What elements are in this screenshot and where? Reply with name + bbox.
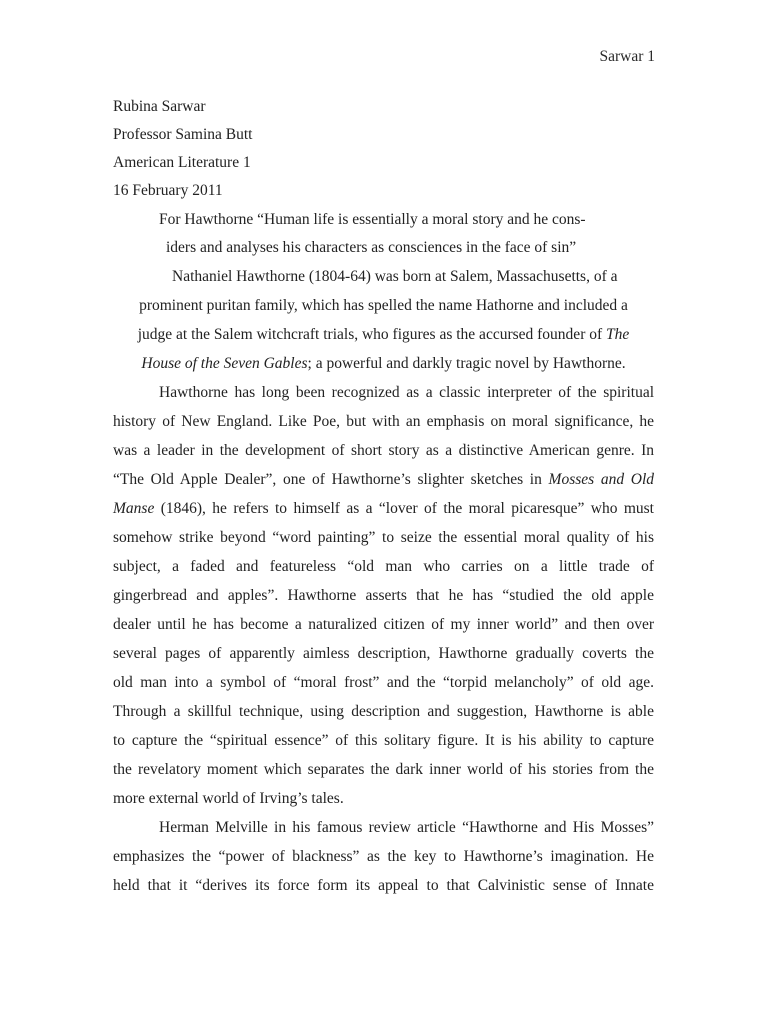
book-title-part-2: Manse bbox=[113, 500, 155, 517]
course-name: American Literature 1 bbox=[113, 154, 251, 171]
intro-line-4-text: ; a powerful and darkly tragic novel by Hawthorne. bbox=[307, 355, 626, 372]
para1-line-2: history of New England. Like Poe, but with an emphasis on moral significance, he bbox=[113, 413, 654, 430]
book-title-part-1: Mosses and Old bbox=[548, 471, 655, 488]
intro-line-3 bbox=[113, 325, 654, 345]
para1-line-9: dealer until he has become a naturalized citizen of my inner world” and then over bbox=[113, 616, 654, 633]
para1-line-11: old man into a symbol of “moral frost” and the “torpid melancholy” of old age. bbox=[113, 674, 654, 691]
novel-title-part-1: The bbox=[606, 326, 630, 343]
opening-quote-line-2: iders and analyses his characters as consciences in the face of sin” bbox=[166, 239, 577, 256]
para1-line-15: more external world of Irving’s tales. bbox=[113, 790, 344, 807]
paper-date: 16 February 2011 bbox=[113, 182, 223, 199]
intro-line-3-text: judge at the Salem witchcraft trials, who figures as the accursed founder of bbox=[137, 326, 607, 343]
para1-line-3: was a leader in the development of short story as a distinctive American genre. In bbox=[113, 442, 654, 459]
para1-line-6: somehow strike beyond “word painting” to seize the essential moral quality of his bbox=[113, 529, 654, 546]
para1-line-14: the revelatory moment which separates the dark inner world of his stories from the bbox=[113, 761, 654, 778]
para1-line-4-text: “The Old Apple Dealer”, one of Hawthorne’s slighter sketches in bbox=[113, 471, 549, 488]
para1-line-8: gingerbread and apples”. Hawthorne asserts that he has “studied the old apple bbox=[113, 587, 654, 604]
para2-line-1: Herman Melville in his famous review article “Hawthorne and His Mosses” bbox=[159, 819, 654, 836]
para1-line-7: subject, a faded and featureless “old man who carries on a little trade of bbox=[113, 558, 654, 575]
intro-line-1: Nathaniel Hawthorne (1804-64) was born at Salem, Massachusetts, of a bbox=[172, 268, 618, 285]
para1-line-4 bbox=[113, 470, 654, 490]
para1-line-1: Hawthorne has long been recognized as a classic interpreter of the spiritual bbox=[159, 384, 654, 401]
running-head: Sarwar 1 bbox=[599, 48, 655, 65]
novel-title-part-2: House of the Seven Gables bbox=[141, 355, 308, 372]
para1-line-12: Through a skillful technique, using description and suggestion, Hawthorne is able bbox=[113, 703, 654, 720]
intro-line-4 bbox=[113, 354, 654, 374]
opening-quote-line-1: For Hawthorne “Human life is essentially a moral story and he cons- bbox=[159, 211, 586, 228]
para1-line-5 bbox=[113, 499, 654, 519]
para2-line-2: emphasizes the “power of blackness” as the key to Hawthorne’s imagination. He bbox=[113, 848, 654, 865]
para1-line-10: several pages of apparently aimless description, Hawthorne gradually coverts the bbox=[113, 645, 654, 662]
professor-name: Professor Samina Butt bbox=[113, 126, 253, 143]
para1-line-5-text: (1846), he refers to himself as a “lover of the moral picaresque” who must bbox=[154, 500, 654, 517]
para2-line-3: held that it “derives its force form its appeal to that Calvinistic sense of Innate bbox=[113, 877, 654, 894]
student-name: Rubina Sarwar bbox=[113, 98, 206, 115]
para1-line-13: to capture the “spiritual essence” of this solitary figure. It is his ability to capture bbox=[113, 732, 654, 749]
intro-line-2: prominent puritan family, which has spelled the name Hathorne and included a bbox=[139, 297, 628, 314]
